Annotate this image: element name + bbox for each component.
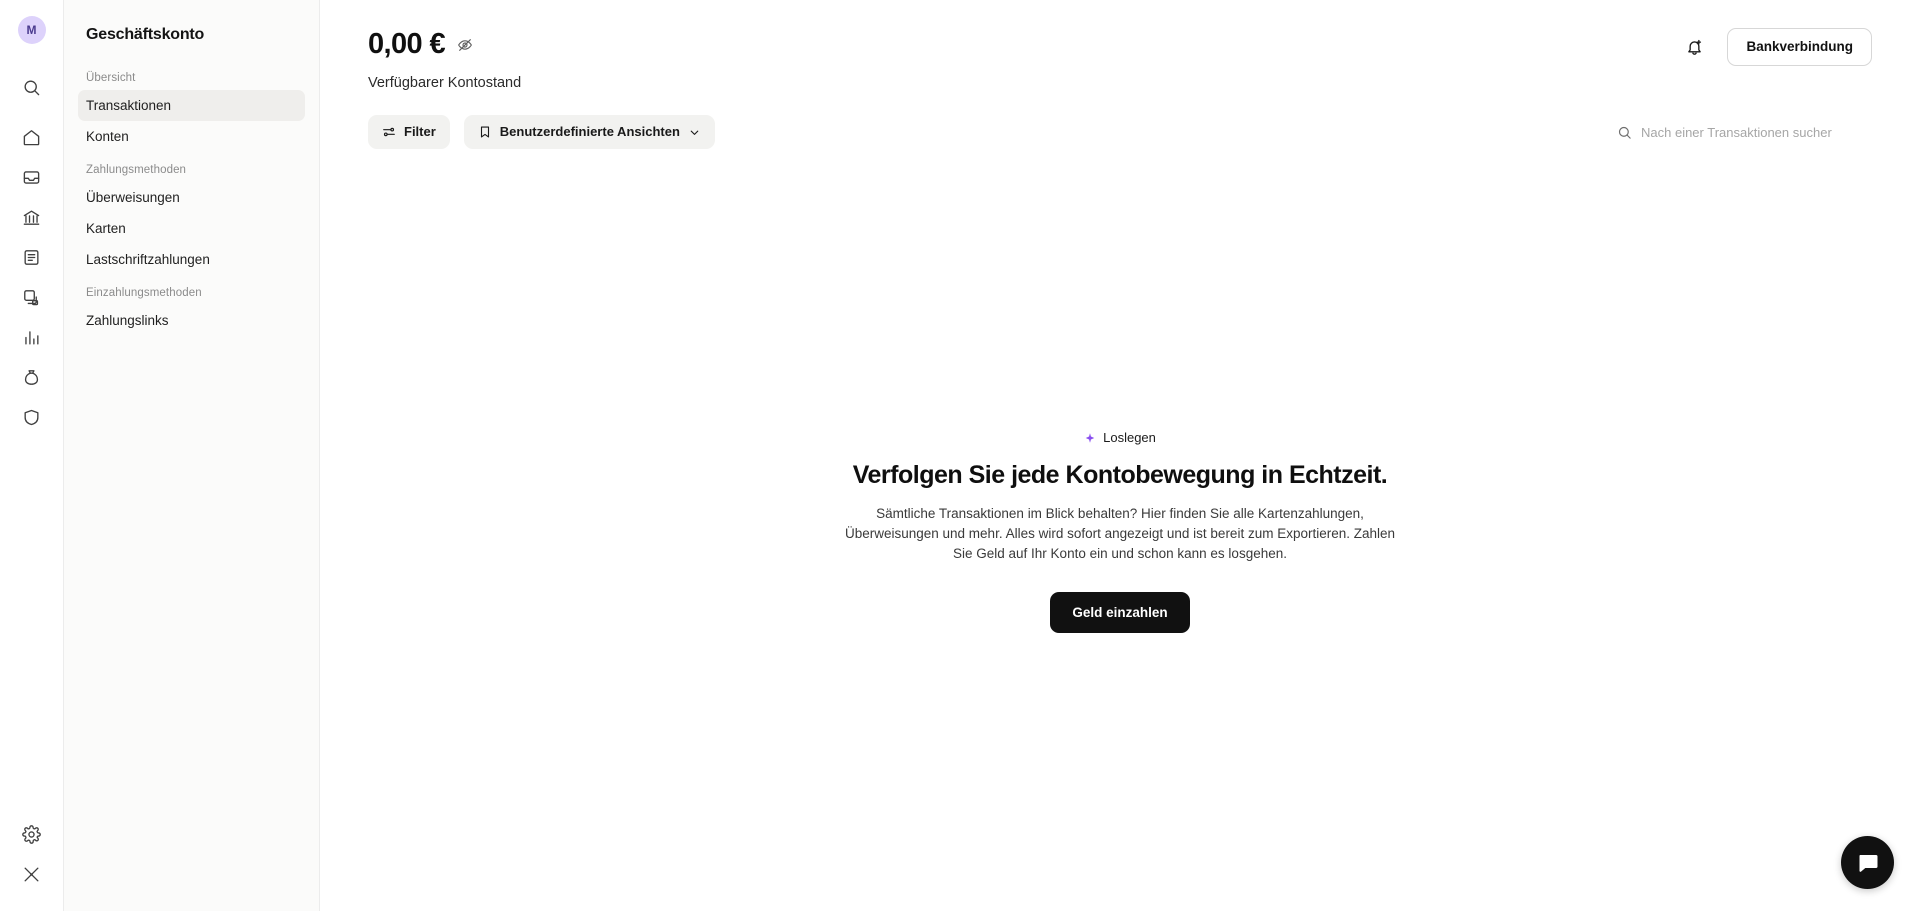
filter-label: Filter bbox=[404, 124, 436, 139]
empty-state-title: Verfolgen Sie jede Kontobewegung in Echtzeit. bbox=[852, 461, 1388, 489]
search-icon bbox=[1617, 125, 1632, 140]
shield-icon[interactable] bbox=[15, 400, 49, 434]
empty-state bbox=[320, 430, 1920, 633]
main-content bbox=[320, 0, 1920, 911]
balance-row bbox=[368, 28, 521, 61]
empty-state-kicker bbox=[1084, 430, 1156, 445]
deposit-money-button[interactable]: Geld einzahlen bbox=[1050, 592, 1189, 633]
balance-amount: 0,00 € bbox=[368, 28, 446, 60]
top-actions bbox=[1679, 22, 1872, 66]
inbox-icon[interactable] bbox=[15, 160, 49, 194]
search-box[interactable] bbox=[1604, 115, 1872, 149]
empty-state-kicker-label: Loslegen bbox=[1103, 430, 1156, 445]
balance-label: Verfügbarer Kontostand bbox=[368, 75, 522, 91]
search-icon[interactable] bbox=[15, 70, 49, 104]
sidebar-item-zahlungslinks[interactable]: Zahlungslinks bbox=[86, 313, 169, 328]
sidebar-group-label: Einzahlungsmethoden bbox=[86, 287, 202, 299]
bell-plus-icon[interactable] bbox=[1679, 32, 1709, 62]
sidebar-group-einzahlungsmethoden bbox=[78, 275, 305, 336]
sidebar-item-lastschriftzahlungen[interactable]: Lastschriftzahlungen bbox=[86, 252, 210, 267]
sidebar-item-ueberweisungen[interactable]: Überweisungen bbox=[86, 190, 180, 205]
bank-icon[interactable] bbox=[15, 200, 49, 234]
sidebar-item-transaktionen[interactable]: Transaktionen bbox=[78, 90, 305, 121]
balance-block bbox=[368, 22, 521, 91]
icon-rail bbox=[0, 0, 64, 911]
analytics-icon[interactable] bbox=[15, 320, 49, 354]
toolbar-left bbox=[368, 115, 715, 149]
tools-icon[interactable] bbox=[15, 857, 49, 891]
filter-button[interactable] bbox=[368, 115, 450, 149]
sidebar bbox=[64, 0, 320, 911]
sidebar-group-zahlungsmethoden bbox=[78, 152, 305, 275]
bank-details-button[interactable]: Bankverbindung bbox=[1727, 28, 1872, 66]
sidebar-item-konten[interactable]: Konten bbox=[86, 129, 129, 144]
sparkle-icon bbox=[1084, 432, 1096, 444]
eye-off-icon[interactable] bbox=[457, 37, 473, 53]
sidebar-group-label: Übersicht bbox=[86, 72, 136, 84]
copy-lock-icon[interactable] bbox=[15, 280, 49, 314]
sidebar-item-karten[interactable]: Karten bbox=[86, 221, 126, 236]
top-bar bbox=[320, 0, 1920, 91]
chat-bubble-icon[interactable] bbox=[1841, 836, 1894, 889]
custom-views-label: Benutzerdefinierte Ansichten bbox=[499, 124, 680, 139]
sidebar-group-label: Zahlungsmethoden bbox=[86, 164, 187, 176]
avatar[interactable]: M bbox=[18, 16, 46, 44]
chevron-down-icon bbox=[688, 126, 701, 139]
sidebar-group-uebersicht bbox=[78, 60, 305, 152]
search-input[interactable] bbox=[1641, 125, 1859, 140]
invoice-icon[interactable] bbox=[15, 240, 49, 274]
money-bag-icon[interactable] bbox=[15, 360, 49, 394]
filter-icon bbox=[382, 125, 396, 139]
bookmark-icon bbox=[478, 125, 492, 139]
home-icon[interactable] bbox=[15, 120, 49, 154]
empty-state-description: Sämtliche Transaktionen im Blick behalten? Hier finden Sie alle Kartenzahlungen, Überweisungen und mehr. Alles wird sofort angezeigt und ist bereit zum Exportieren. Zahlen Sie Geld auf Ihr Konto ein und schon kann es losgehen. bbox=[844, 506, 1396, 561]
toolbar bbox=[320, 91, 1920, 149]
page-title: Geschäftskonto bbox=[86, 26, 205, 43]
settings-gear-icon[interactable] bbox=[15, 817, 49, 851]
custom-views-button[interactable] bbox=[464, 115, 715, 149]
